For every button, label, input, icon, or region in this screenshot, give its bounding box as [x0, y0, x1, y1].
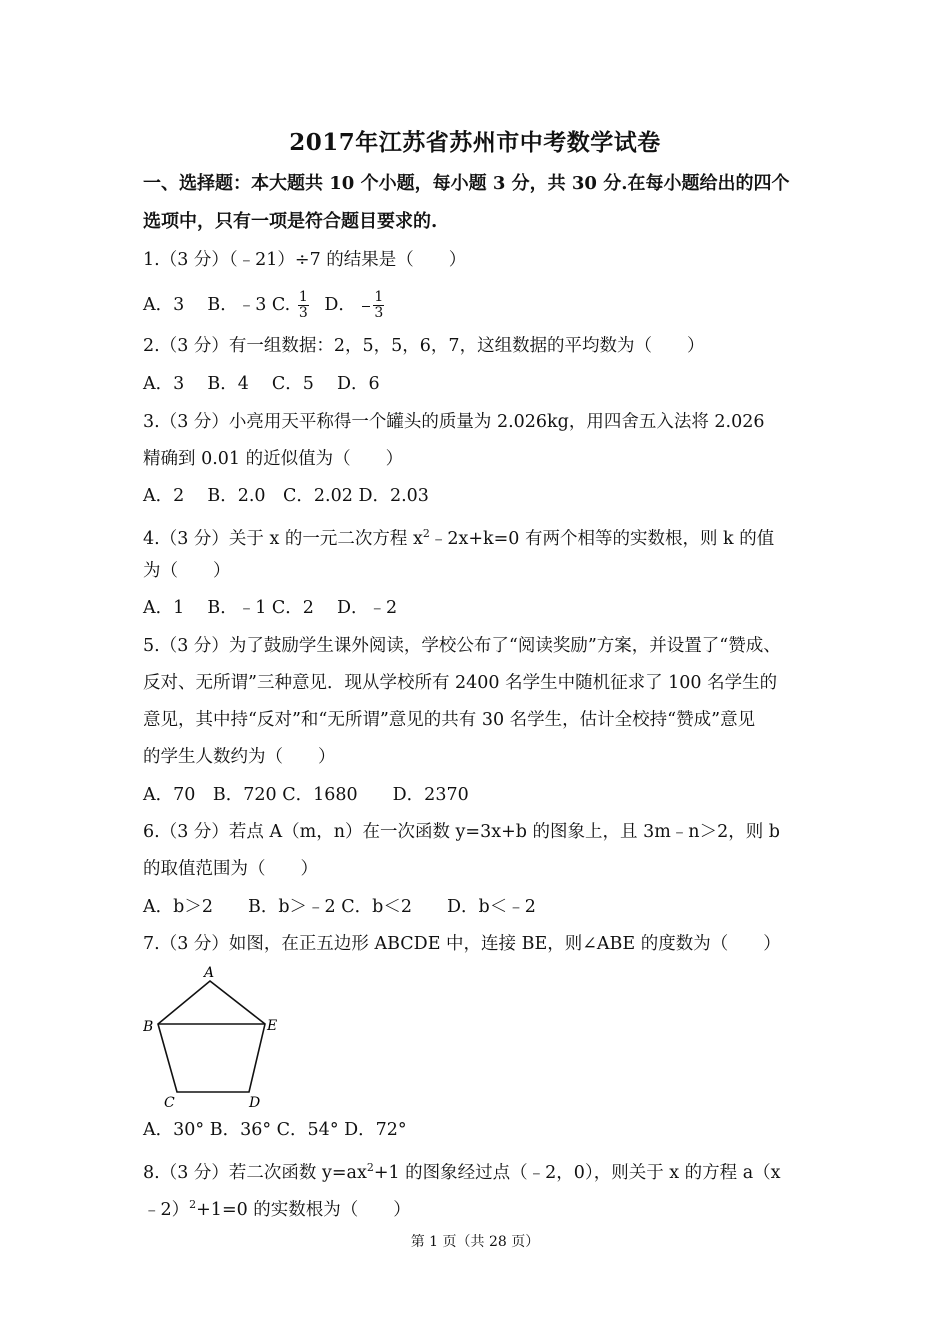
question-3-stem-line2: 精确到 0.01 的近似值为（ ）	[143, 449, 404, 469]
vertex-label-a: A	[204, 965, 215, 981]
question-6-options: A．b＞2 B．b＞﹣2 C．b＜2 D．b＜﹣2	[143, 897, 536, 917]
question-5-stem-line4: 的学生人数约为（ ）	[143, 747, 336, 767]
pentagon-figure	[143, 962, 283, 1112]
question-8-stem-part4: +1=0 的实数根为（ ）	[196, 1200, 411, 1220]
question-7-stem: 7.（3 分）如图，在正五边形 ABCDE 中，连接 BE，则∠ABE 的度数为（ ）	[143, 934, 781, 954]
question-7-options: A．30° B．36° C．54° D．72°	[143, 1120, 407, 1140]
question-4-stem-part1: 4.（3 分）关于 x 的一元二次方程 x	[143, 529, 423, 549]
vertex-label-b: B	[143, 1019, 154, 1035]
question-4-stem-line2: 为（ ）	[143, 561, 231, 581]
question-3-stem-line1: 3.（3 分）小亮用天平称得一个罐头的质量为 2.026kg，用四舍五入法将 2.026	[143, 412, 765, 432]
question-3-options: A．2 B．2.0 C．2.02 D．2.03	[143, 486, 429, 506]
question-8-stem-part3: ﹣2）	[143, 1200, 190, 1220]
page-title: 2017年江苏省苏州市中考数学试卷	[289, 129, 661, 156]
fraction-denominator: 3	[298, 305, 308, 321]
question-6-stem-line1: 6.（3 分）若点 A（m，n）在一次函数 y=3x+b 的图象上，且 3m﹣n＞2，则 b	[143, 822, 780, 842]
fraction-positive	[298, 290, 309, 321]
question-8-stem-line2	[143, 1193, 813, 1222]
vertex-label-e: E	[267, 1018, 278, 1034]
question-5-stem-line3: 意见，其中持“反对”和“无所谓”意见的共有 30 名学生，估计全校持“赞成”意见	[143, 710, 756, 730]
question-1-option-d: D．	[324, 295, 356, 315]
section-heading-line1: 一、选择题：本大题共 10 个小题，每小题 3 分，共 30 分.在每小题给出的四个	[143, 173, 790, 194]
question-4-stem-part2: ﹣2x+k=0 有两个相等的实数根，则 k 的值	[429, 529, 775, 549]
pentagon-outline	[158, 981, 265, 1092]
minus-sign-icon	[362, 306, 370, 307]
question-4-stem-line1	[143, 522, 813, 551]
question-8-stem-part2: +1 的图象经过点（﹣2，0），则关于 x 的方程 a（x	[373, 1163, 781, 1183]
fraction-negative	[371, 290, 386, 321]
question-1-stem: 1.（3 分）（﹣21）÷7 的结果是（ ）	[143, 250, 467, 270]
question-2-options: A．3 B．4 C．5 D．6	[143, 374, 380, 394]
fraction-numerator: 1	[298, 289, 308, 305]
fraction-denominator: 3	[374, 305, 384, 321]
question-4-options: A．1 B．﹣1 C．2 D．﹣2	[143, 598, 398, 618]
question-1-options	[143, 290, 813, 321]
section-heading-line2: 选项中，只有一项是符合题目要求的.	[143, 211, 438, 232]
exponent: 2	[422, 527, 430, 540]
page-footer: 第 1 页（共 28 页）	[410, 1234, 540, 1250]
exponent: 2	[189, 1198, 197, 1211]
question-5-stem-line2: 反对、无所谓”三种意见．现从学校所有 2400 名学生中随机征求了 100 名学生的	[143, 673, 778, 693]
fraction-numerator: 1	[374, 289, 384, 305]
exponent: 2	[366, 1161, 374, 1174]
question-2-stem: 2.（3 分）有一组数据：2，5，5，6，7，这组数据的平均数为（ ）	[143, 336, 705, 356]
question-6-stem-line2: 的取值范围为（ ）	[143, 859, 318, 879]
vertex-label-c: C	[164, 1095, 175, 1111]
question-1-options-abc: A．3 B．﹣3 C.	[143, 295, 291, 315]
fraction-negative-body	[373, 290, 384, 321]
question-8-stem-part1: 8.（3 分）若二次函数 y=ax	[143, 1163, 367, 1183]
question-8-stem-line1	[143, 1156, 813, 1185]
question-5-options: A．70 B．720 C．1680 D．2370	[143, 785, 469, 805]
vertex-label-d: D	[249, 1095, 261, 1111]
question-5-stem-line1: 5.（3 分）为了鼓励学生课外阅读，学校公布了“阅读奖励”方案，并设置了“赞成、	[143, 636, 781, 656]
